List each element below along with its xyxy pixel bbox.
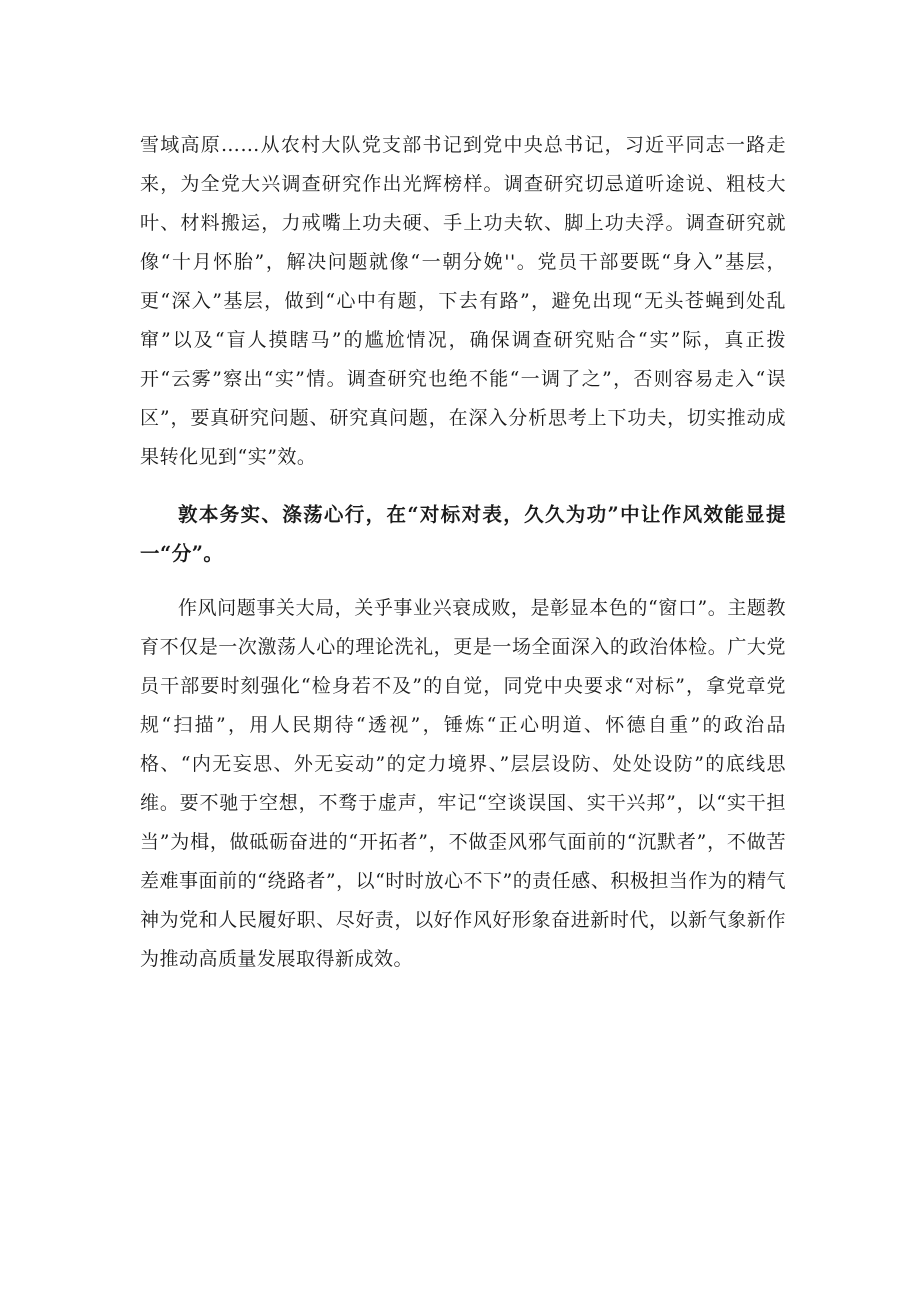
paragraph-research: 雪域高原……从农村大队党支部书记到党中央总书记，习近平同志一路走来，为全党大兴调查研究作出光辉榜样。调查研究切忌道听途说、粗枝大叶、材料搬运，力戒嘴上功夫硬、手上功夫软、脚上功夫浮。调查研究就像“十月怀胎”，解决问题就像“一朝分娩''。党员干部要既“身入”基层，更“深入”基层，做到“心中有题，下去有路”，避免出现“无头苍蝇到处乱窜”以及“盲人摸瞎马”的尴尬情况，确保调查研究贴合“实”际，真正拨开“云雾”察出“实”情。调查研究也绝不能“一调了之”，否则容易走入“误区”，要真研究问题、研究真问题，在深入分析思考上下功夫，切实推动成果转化见到“实”效。 (140, 134, 786, 468)
paragraph-work-style: 作风问题事关大局，关乎事业兴衰成败，是彰显本色的“窗口”。主题教育不仅是一次激荡人心的理论洗礼，更是一场全面深入的政治体检。广大党员干部要时刻强化“检身若不及”的自觉，同党中央要求“对标”，拿党章党规“扫描”，用人民期待“透视”，锤炼“正心明道、怀德自重”的政治品格、“内无妄思、外无妄动”的定力境界、”层层设防、处处设防”的底线思维。要不驰于空想，不骛于虚声，牢记“空谈误国、实干兴邦”，以“实干担当”为楫，做砥砺奋进的“开拓者”，不做歪风邪气面前的“沉默者”，不做苦差难事面前的“绕路者”，以“时时放心不下”的责任感、积极担当作为的精气神为党和人民履好职、尽好责，以好作风好形象奋进新时代，以新气象新作为推动高质量发展取得新成效。 (140, 597, 786, 970)
document-body (140, 126, 786, 979)
section-heading-work-style: 敦本务实、涤荡心行，在“对标对表，久久为功”中让作风效能显提一“分”。 (140, 503, 786, 565)
